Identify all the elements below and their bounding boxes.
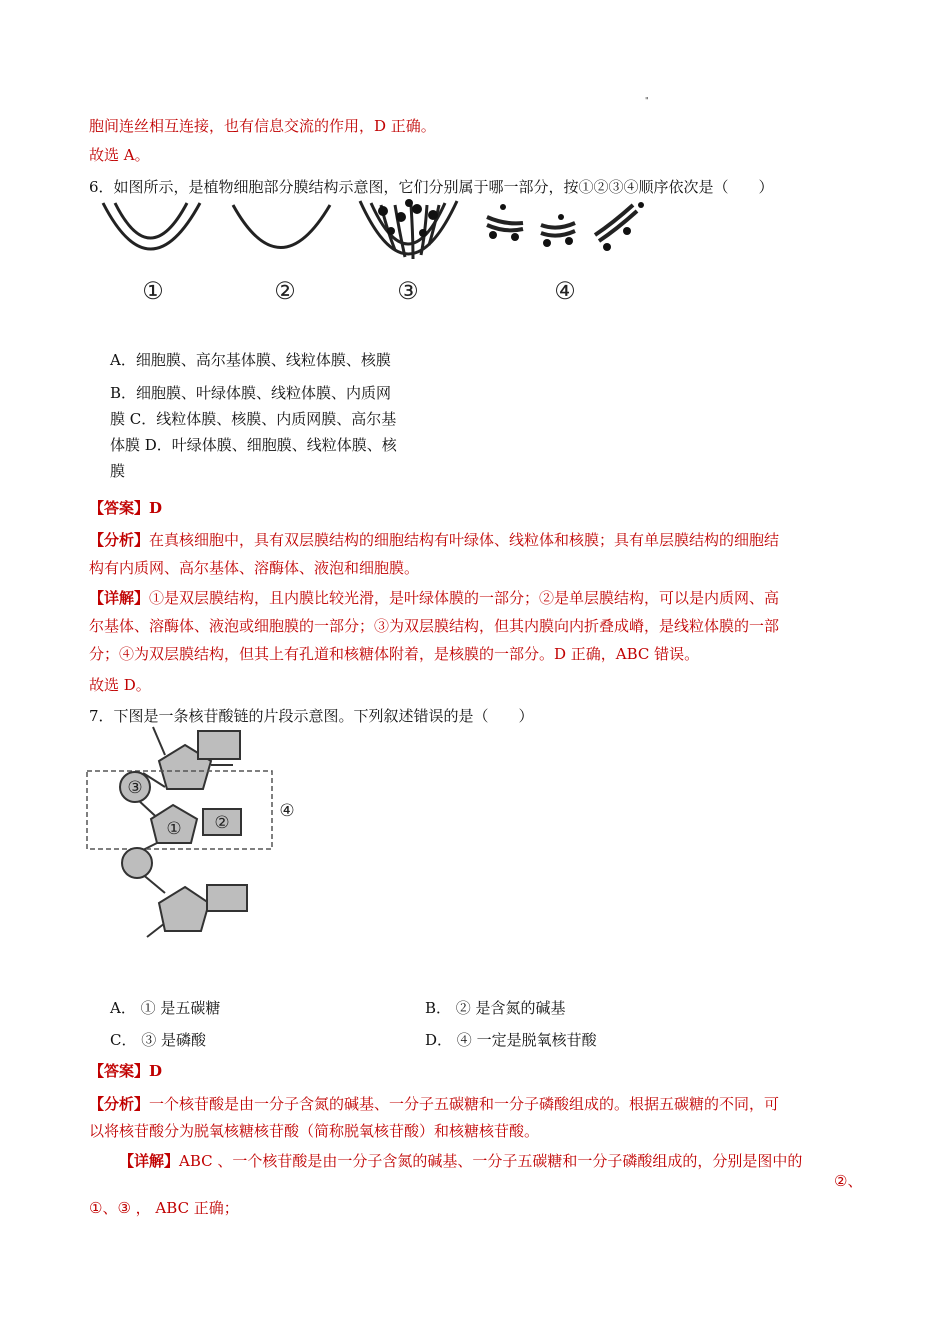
membrane-1-double-smooth: [103, 203, 200, 249]
lower-phosphate: [122, 848, 152, 878]
lower-base: [207, 885, 247, 911]
label-phosphate: ③: [127, 778, 143, 798]
q6-analysis-2: 构有内质网、高尔基体、溶酶体、液泡和细胞膜。: [89, 559, 420, 577]
q7-detail-2: ②、: [834, 1172, 863, 1190]
q6-conclusion: 故选 D。: [89, 676, 151, 694]
label-4: ④: [554, 277, 576, 305]
q6-option-line-3: 膜 C．线粒体膜、核膜、内质网膜、高尔基: [110, 410, 397, 428]
q6-answer: 【答案】D: [89, 499, 163, 517]
q6-option-line-4: 体膜 D．叶绿体膜、细胞膜、线粒体膜、核: [110, 436, 397, 454]
q7-stem: 7．下图是一条核苷酸链的片段示意图。下列叙述错误的是（ ）: [89, 707, 534, 725]
label-1: ①: [142, 277, 164, 305]
q7-option-c: C． ③ 是磷酸: [110, 1031, 207, 1049]
q6-option-line-5: 膜: [110, 462, 126, 480]
label-sugar: ①: [166, 819, 182, 839]
q7-option-d: D． ④ 一定是脱氧核苷酸: [425, 1031, 597, 1049]
label-2: ②: [274, 277, 296, 305]
figure-labels: [142, 277, 576, 305]
q6-membrane-figure: [95, 195, 655, 310]
q6-detail-2: 尔基体、溶酶体、液泡或细胞膜的一部分；③为双层膜结构，但其内膜向内折叠成嵴，是线粒体膜的一部: [89, 617, 780, 635]
q7-analysis-1: 【分析】一个核苷酸是由一分子含氮的碱基、一分子五碳糖和一分子磷酸组成的。根据五碳糖的不同，可: [89, 1095, 780, 1113]
lower-sugar: [159, 887, 209, 931]
prev-detail-line: 胞间连丝相互连接，也有信息交流的作用，D 正确。: [89, 117, 436, 135]
top-base: [198, 731, 240, 759]
membrane-3-cristae: [360, 201, 457, 259]
q6-option-line-1: A．细胞膜、高尔基体膜、线粒体膜、核膜: [110, 351, 391, 369]
label-base: ②: [214, 813, 230, 833]
q6-detail-3: 分；④为双层膜结构，但其上有孔道和核糖体附着，是核膜的一部分。D 正确，ABC 错误。: [89, 645, 700, 663]
prev-conclusion: 故选 A。: [89, 146, 150, 164]
q6-detail-1: 【详解】①是双层膜结构，且内膜比较光滑，是叶绿体膜的一部分；②是单层膜结构，可以是内质网、高: [89, 589, 780, 607]
membrane-2-single: [233, 205, 330, 248]
q6-analysis-1: 【分析】在真核细胞中，具有双层膜结构的细胞结构有叶绿体、线粒体和核膜；具有单层膜结构的细胞结: [89, 531, 780, 549]
q7-detail-3: ①、③ ， ABC 正确；: [89, 1199, 239, 1217]
q7-answer: 【答案】D: [89, 1062, 163, 1080]
q7-analysis-2: 以将核苷酸分为脱氧核糖核苷酸（简称脱氧核苷酸）和核糖核苷酸。: [89, 1122, 540, 1140]
q7-nucleotide-chain-figure: [85, 725, 305, 940]
membrane-4-nuclear: [487, 205, 637, 241]
q7-option-b: B． ② 是含氮的碱基: [425, 999, 566, 1017]
q7-detail-1: 【详解】ABC 、一个核苷酸是由一分子含氮的碱基、一分子五碳糖和一分子磷酸组成的，分别是图中的: [119, 1152, 803, 1170]
label-3: ③: [397, 277, 419, 305]
q7-option-a: A． ① 是五碳糖: [110, 999, 221, 1017]
q6-option-line-2: B．细胞膜、叶绿体膜、线粒体膜、内质网: [110, 384, 392, 402]
label-unit: ④: [279, 801, 295, 821]
top-mark: ": [645, 96, 649, 105]
q6-stem: 6．如图所示，是植物细胞部分膜结构示意图，它们分别属于哪一部分，按①②③④顺序依次是（ ）: [89, 178, 774, 196]
